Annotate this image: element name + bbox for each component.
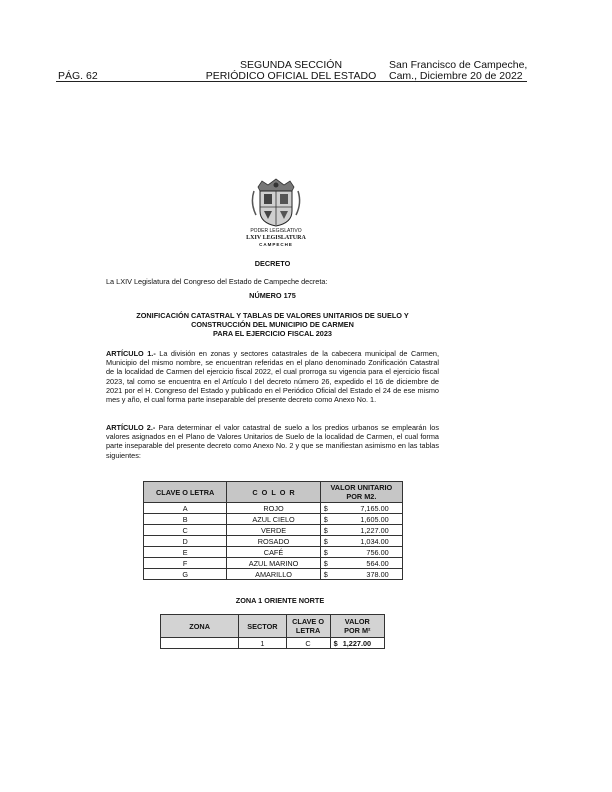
issue-date: Cam., Diciembre 20 de 2022 xyxy=(389,70,523,82)
emblem-line3: CAMPECHE xyxy=(259,242,293,247)
article-1-text: La división en zonas y sectores catastrales de la cabecera municipal de Carmen, Municipio del mismo nombre, se encuentran referidas en el plano denominado Zonificación Catastral de la localidad de Carmen del ejercicio fiscal 2022, el cual prorroga su vigencia para el ejercicio fiscal 2023, tal como se encuentra en el Artículo I del decreto número 26, expedido el 16 de diciembre de 2021 por el H. Congreso del Estado y publicado en el Periódico Oficial del Estado el 24 de ese mismo mes y año, el cual forma parte inseparable del presente decreto como Anexo No. 1. xyxy=(106,349,439,405)
col-clave-line2: LETRA xyxy=(295,626,321,635)
table-header-row xyxy=(144,482,403,503)
valor-amount: 564.00 xyxy=(366,558,389,568)
clave-cell: D xyxy=(144,536,227,547)
valor-cell xyxy=(320,503,402,514)
col-clave xyxy=(286,615,330,638)
article-2-text: Para determinar el valor catastral de suelo a los predios urbanos se emplearán los valores asignados en el Plano de Valores Unitarios de Suelo de la localidad de Carmen, el cual forma parte inseparable del presente decreto como Anexo No. 2 y que se manifiestan asimismo en las tablas siguientes: xyxy=(106,423,439,460)
clave-cell: G xyxy=(144,569,227,580)
currency-symbol: $ xyxy=(333,638,338,648)
table-row xyxy=(144,547,403,558)
table-header-row xyxy=(161,615,385,638)
title-line-2: CONSTRUCCIÓN DEL MUNICIPIO DE CARMEN xyxy=(191,320,354,330)
currency-symbol: $ xyxy=(323,547,328,557)
color-cell: CAFÉ xyxy=(227,547,320,558)
currency-symbol: $ xyxy=(323,536,328,546)
table-row xyxy=(144,536,403,547)
place-label: San Francisco de Campeche, xyxy=(389,59,528,71)
valor-cell xyxy=(320,558,402,569)
decree-title xyxy=(106,311,439,339)
col-valor-line1: VALOR UNITARIO xyxy=(330,483,393,492)
section-label: SEGUNDA SECCIÓN xyxy=(239,59,343,71)
zona-cell xyxy=(161,638,239,649)
col-color: C O L O R xyxy=(227,482,320,503)
col-zona: ZONA xyxy=(161,615,239,638)
valor-amount: 1,227.00 xyxy=(342,638,372,648)
sector-cell: 1 xyxy=(239,638,286,649)
valor-cell xyxy=(320,525,402,536)
col-valor xyxy=(320,482,402,503)
article-2 xyxy=(106,423,439,460)
table-row xyxy=(144,558,403,569)
header-rule xyxy=(56,81,527,82)
col-valor-line1: VALOR xyxy=(344,617,370,626)
color-cell: AZUL CIELO xyxy=(227,514,320,525)
zone-values-table xyxy=(160,614,385,649)
title-line-1: ZONIFICACIÓN CATASTRAL Y TABLAS DE VALORES UNITARIOS DE SUELO Y xyxy=(136,311,409,320)
emblem-line1: PODER LEGISLATIVO xyxy=(250,228,302,234)
title-line-3: PARA EL EJERCICIO FISCAL 2023 xyxy=(213,329,332,339)
article-2-label: ARTÍCULO 2.- xyxy=(106,423,156,432)
article-1-label: ARTÍCULO 1.- xyxy=(106,349,156,358)
valor-cell xyxy=(320,536,402,547)
valor-cell xyxy=(330,638,384,649)
clave-cell: C xyxy=(286,638,330,649)
color-cell: ROSADO xyxy=(227,536,320,547)
decree-number: NÚMERO 175 xyxy=(249,291,296,300)
valor-cell xyxy=(320,547,402,558)
valor-amount: 7,165.00 xyxy=(360,503,389,513)
coat-of-arms-icon xyxy=(248,177,304,227)
table-row xyxy=(144,514,403,525)
newspaper-name: PERIÓDICO OFICIAL DEL ESTADO xyxy=(205,70,377,82)
valor-amount: 1,605.00 xyxy=(360,514,389,524)
col-sector: SECTOR xyxy=(239,615,286,638)
valor-amount: 378.00 xyxy=(366,569,389,579)
currency-symbol: $ xyxy=(323,503,328,513)
currency-symbol: $ xyxy=(323,525,328,535)
article-1 xyxy=(106,349,439,404)
col-valor xyxy=(330,615,384,638)
currency-symbol: $ xyxy=(323,569,328,579)
color-cell: VERDE xyxy=(227,525,320,536)
valor-cell xyxy=(320,514,402,525)
congress-emblem xyxy=(248,177,304,249)
valor-amount: 1,227.00 xyxy=(360,525,389,535)
valor-amount: 1,034.00 xyxy=(360,536,389,546)
table-row xyxy=(144,503,403,514)
clave-cell: C xyxy=(144,525,227,536)
clave-cell: F xyxy=(144,558,227,569)
valor-cell xyxy=(320,569,402,580)
valor-amount: 756.00 xyxy=(366,547,389,557)
decree-heading: DECRETO xyxy=(254,259,291,268)
clave-cell: E xyxy=(144,547,227,558)
color-cell: AZUL MARINO xyxy=(227,558,320,569)
clave-cell: B xyxy=(144,514,227,525)
col-valor-line2: POR M² xyxy=(344,626,371,635)
clave-cell: A xyxy=(144,503,227,514)
table-row xyxy=(144,569,403,580)
table-row xyxy=(144,525,403,536)
col-valor-line2: POR M2. xyxy=(346,492,377,501)
land-values-table xyxy=(143,481,403,580)
decree-intro: La LXIV Legislatura del Congreso del Estado de Campeche decreta: xyxy=(106,277,328,286)
emblem-line2: LXIV LEGISLATURA xyxy=(246,235,306,241)
currency-symbol: $ xyxy=(323,514,328,524)
zone-title: ZONA 1 ORIENTE NORTE xyxy=(235,596,325,605)
col-clave-line1: CLAVE O xyxy=(292,617,325,626)
table-row xyxy=(161,638,385,649)
currency-symbol: $ xyxy=(323,558,328,568)
color-cell: AMARILLO xyxy=(227,569,320,580)
col-clave: CLAVE O LETRA xyxy=(144,482,227,503)
page-number: PÁG. 62 xyxy=(58,70,98,82)
color-cell: ROJO xyxy=(227,503,320,514)
